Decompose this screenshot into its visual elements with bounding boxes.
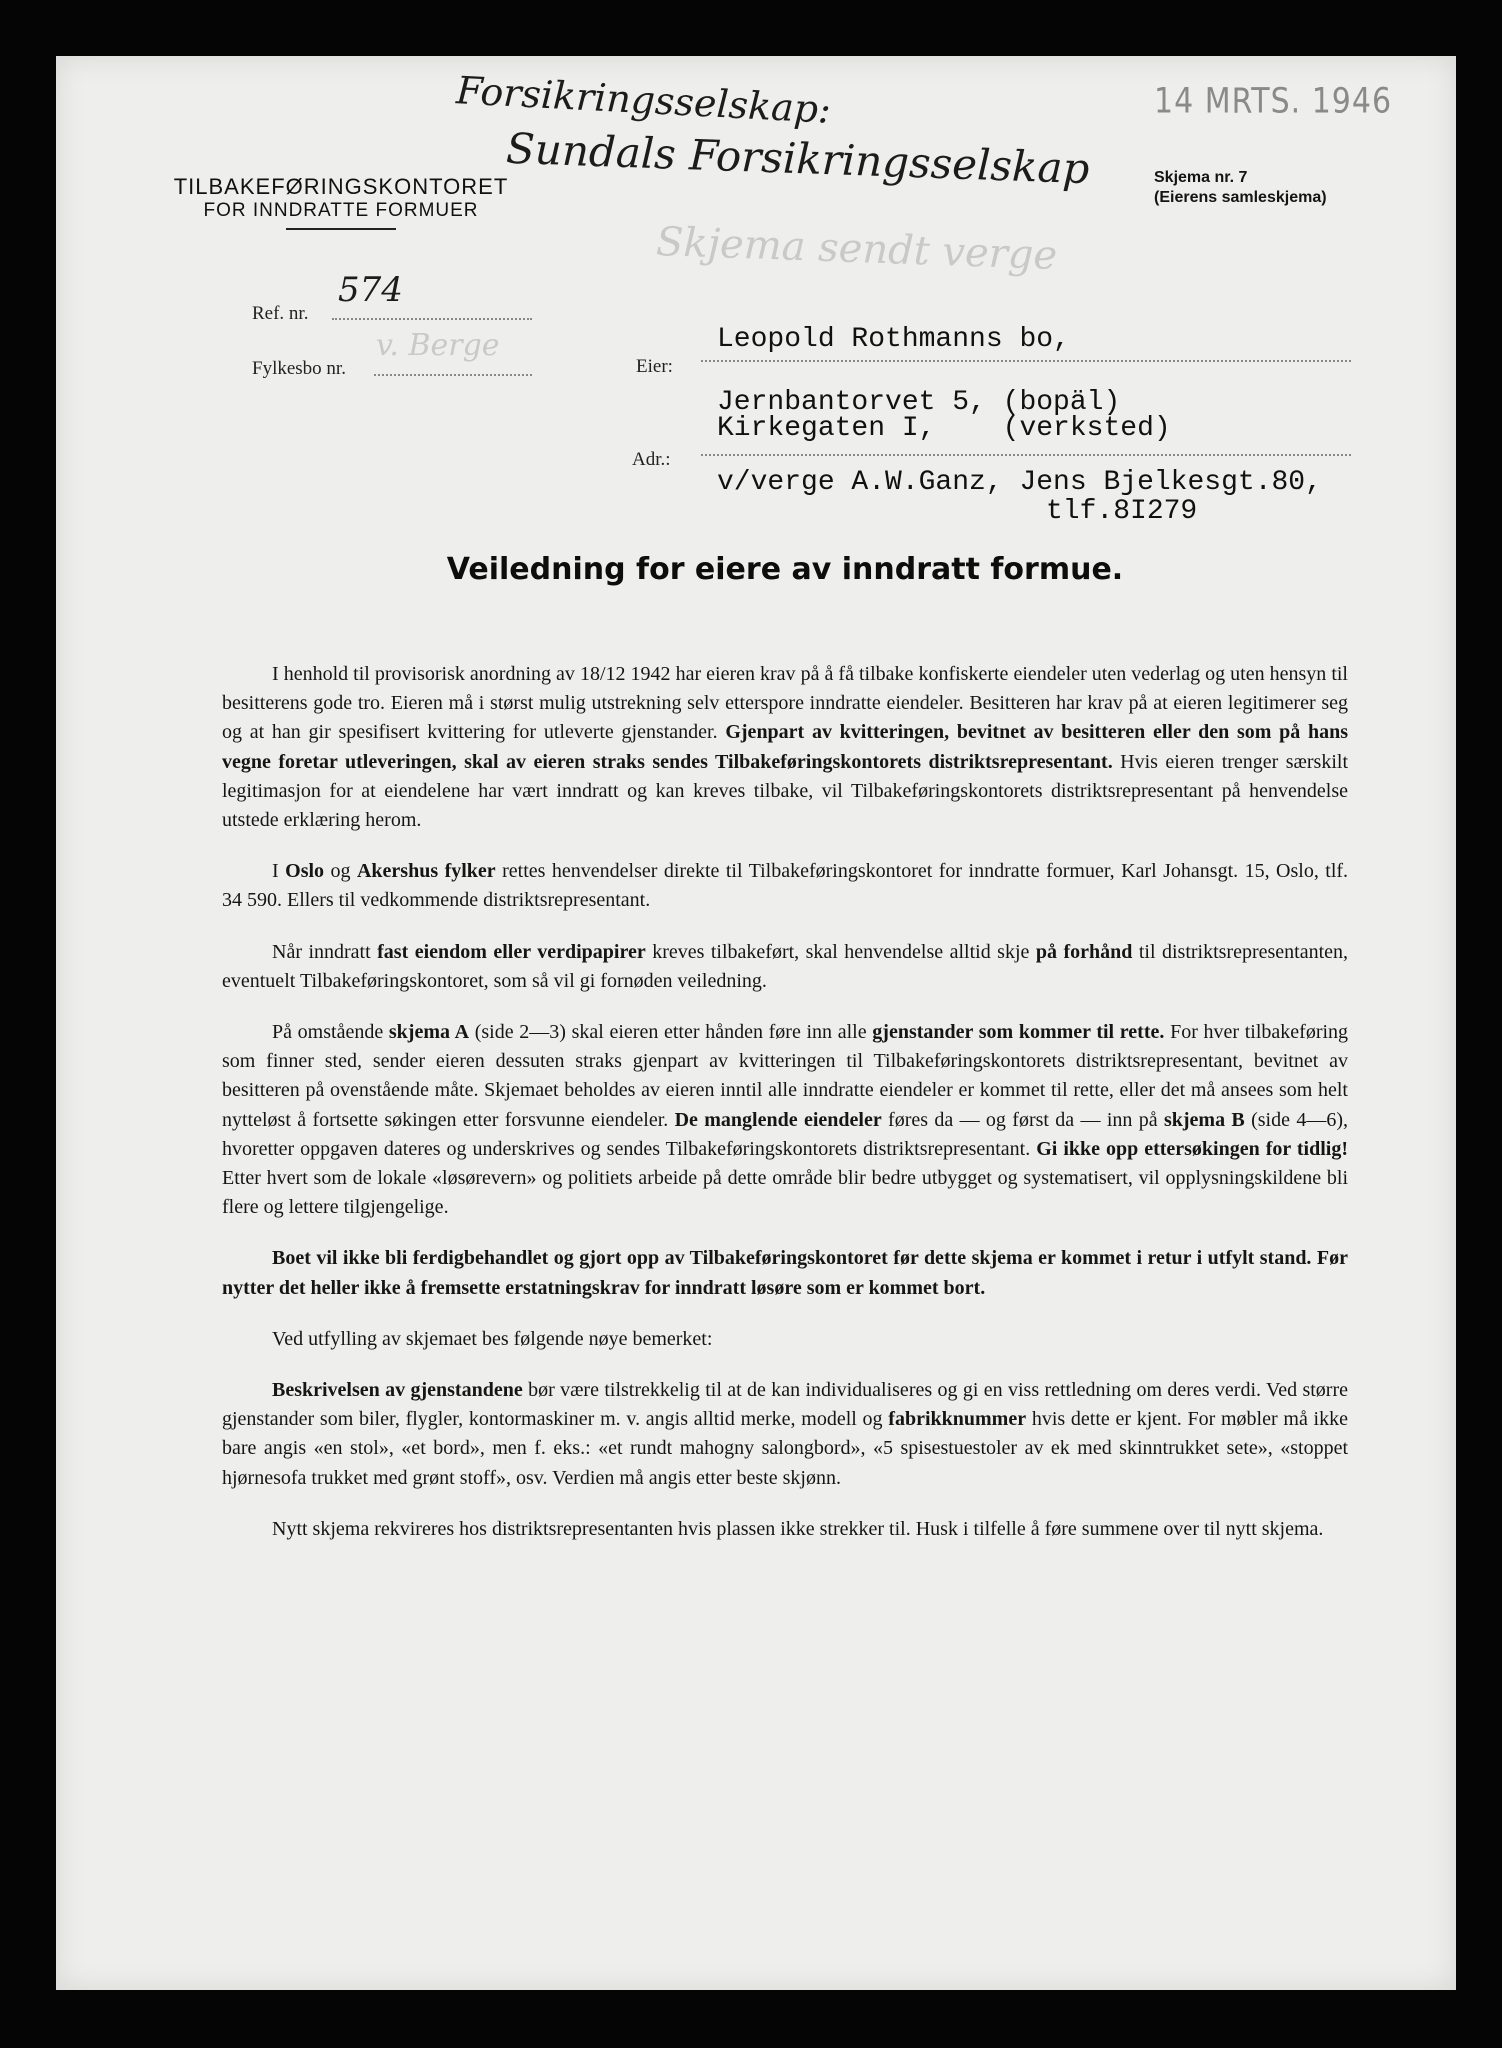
paragraph-7-bold-a: Beskrivelsen av gjenstandene bbox=[272, 1379, 523, 1402]
paragraph-2-bold-oslo: Oslo bbox=[285, 860, 325, 883]
paragraph-3-bold-d: på forhånd bbox=[1035, 940, 1133, 963]
paragraph-8 bbox=[222, 1515, 1348, 1544]
organisation-subtitle: FOR INNDRATTE FORMUER bbox=[203, 200, 479, 221]
paragraph-2-text-c: og bbox=[330, 860, 351, 883]
paragraph-3-text-e: til distriktsrepresentanten, eventuelt Tilbakeføringskontoret, som så vil gi fornøden veiledning. bbox=[222, 940, 1349, 992]
address-label: Adr.: bbox=[632, 449, 671, 470]
owner-dotted-line bbox=[701, 360, 1351, 362]
owner-address-line2: Kirkegaten I, (verksted) bbox=[717, 413, 1171, 444]
paragraph-4-text-i: (side 4—6), hvoretter oppgaven dateres og underskrives og sendes Tilbakeføringskontorets distriktsrepresentant. bbox=[222, 1108, 1348, 1160]
paragraph-4 bbox=[222, 1018, 1348, 1222]
paragraph-1-text-a: I henhold til provisorisk anordning av 18/12 1942 har eieren krav på å få tilbake konfiskerte eiendeler uten vederlag og uten hensyn til besitterens gode tro. Eieren må i størst mulig utstrekning selv etterspore inndratte eiendeler. Besitteren har krav på at eieren legitimerer seg og at han gir spesifisert kvittering for utleverte gjenstander. bbox=[222, 663, 1348, 744]
paragraph-4-bold-h: skjema B bbox=[1163, 1108, 1245, 1131]
ref-number-value: 574 bbox=[338, 270, 403, 310]
paragraph-2 bbox=[222, 857, 1348, 915]
paragraph-7-bold-c: fabrikknummer bbox=[888, 1408, 1027, 1431]
paragraph-1 bbox=[222, 660, 1348, 835]
ref-number-label: Ref. nr. bbox=[252, 303, 309, 324]
paragraph-8-text: Nytt skjema rekvireres hos distriktsrepresentanten hvis plassen ikke strekker til. Husk i tilfelle å føre summene over til nytt skjema. bbox=[272, 1517, 1324, 1540]
organisation-name: TILBAKEFØRINGSKONTORET bbox=[173, 174, 509, 199]
paragraph-7-text-d: hvis dette er kjent. For møbler må ikke bare angis «en stol», «et bord», men f. eks.: «et rundt mahogny salongbord», «5 spisestuestoler av ek med skinntrukket sete», «stoppet hjørnesofa trukket med grønt stoff», osv. Verdien må angis etter beste skjønn. bbox=[222, 1408, 1348, 1489]
paragraph-5 bbox=[222, 1244, 1348, 1302]
header-rule bbox=[286, 228, 396, 230]
paragraph-4-text-g: føres da — og først da — inn på bbox=[888, 1108, 1158, 1131]
fylkesbo-label: Fylkesbo nr. bbox=[252, 358, 346, 379]
owner-phone: tlf.8I279 bbox=[1046, 496, 1198, 527]
paragraph-4-bold-d: gjenstander som kommer til rette. bbox=[872, 1021, 1165, 1044]
address-dotted-line bbox=[701, 454, 1351, 456]
paragraph-4-bold-b: skjema A bbox=[388, 1021, 470, 1044]
paragraph-1-bold: Gjenpart av kvitteringen, bevitnet av besitteren eller den som på hans vegne foretar utleveringen, skal av eieren straks sendes Tilbakeføringskontorets distriktsrepresentant. bbox=[222, 721, 1349, 773]
form-number: Skjema nr. 7 bbox=[1154, 169, 1248, 186]
paragraph-2-text-e: rettes henvendelser direkte til Tilbakeføringskontoret for inndratte formuer, Karl Johansgt. 15, Oslo, tlf. 34 590. Ellers til vedkommende distriktsrepresentant. bbox=[222, 860, 1349, 912]
paragraph-3-text-a: Når inndratt bbox=[272, 940, 371, 963]
paragraph-4-bold-j: Gi ikke opp ettersøkingen for tidlig! bbox=[1036, 1137, 1348, 1160]
form-number-block bbox=[1154, 168, 1327, 208]
paragraph-3 bbox=[222, 938, 1348, 996]
paragraph-1-text-c: Hvis eieren trenger særskilt legitimasjon for at eiendelene har vært inndratt og kan kreves tilbake, vil Tilbakeføringskontorets distriktsrepresentant på henvendelse utstede erklæring herom. bbox=[222, 750, 1349, 832]
owner-address-line3: v/verge A.W.Ganz, Jens Bjelkesgt.80, bbox=[717, 467, 1322, 498]
paragraph-4-bold-f: De manglende eiendeler bbox=[674, 1108, 882, 1131]
paragraph-4-text-e: For hver tilbakeføring som finner sted, sender eieren dessuten straks gjenpart av kvitteringen til Tilbakeføringskontorets distriktsrepresentant, bevitnet av besitteren på ovenstående måte. Skjemaet beholdes av eieren inntil alle inndratte eiendeler er kommet til rette, eller det må ansees som helt nytteløst å fortsette søkingen etter forsvunne eiendeler. bbox=[222, 1021, 1349, 1131]
form-type: (Eierens samleskjema) bbox=[1154, 189, 1327, 206]
owner-name: Leopold Rothmanns bo, bbox=[717, 324, 1070, 355]
paragraph-2-bold-akershus: Akershus fylker bbox=[356, 860, 496, 883]
handwritten-note-line1: Forsikringsselskap: bbox=[455, 68, 832, 132]
paragraph-2-text-a: I bbox=[272, 860, 279, 883]
fylkesbo-line bbox=[374, 374, 532, 376]
instructions-body bbox=[222, 660, 1348, 1566]
paragraph-3-bold-b: fast eiendom eller verdipapirer bbox=[377, 940, 646, 963]
paragraph-3-text-c: kreves tilbakeført, skal henvendelse alltid skje bbox=[652, 940, 1030, 963]
document-title: Veiledning for eiere av inndratt formue. bbox=[446, 552, 1124, 587]
paragraph-6 bbox=[222, 1325, 1348, 1354]
handwritten-note-line2: Sundals Forsikringsselskap bbox=[505, 123, 1091, 194]
document-page bbox=[56, 56, 1456, 1990]
paragraph-4-text-k: Etter hvert som de lokale «løsørevern» og politiets arbeide på dette område blir bedre utbygget og systematisert, vil opplysningskildene bli flere og lettere tilgjengelige. bbox=[222, 1167, 1348, 1219]
paragraph-5-bold: Boet vil ikke bli ferdigbehandlet og gjort opp av Tilbakeføringskontoret før dette skjema er kommet i retur i utfylt stand. Før nytter det heller ikke å fremsette erstatningskrav for inndratt løsøre som er kommet bort. bbox=[222, 1247, 1348, 1299]
paragraph-4-text-a: På omstående bbox=[272, 1021, 384, 1044]
paragraph-6-text: Ved utfylling av skjemaet bes følgende nøye bemerket: bbox=[272, 1327, 713, 1350]
paragraph-4-text-c: (side 2—3) skal eieren etter hånden føre inn alle bbox=[474, 1021, 867, 1044]
paragraph-7-text-b: bør være tilstrekkelig til at de kan individualiseres og gi en viss rettledning om deres verdi. Ved større gjenstander som biler, flygler, kontormaskiner m. v. angis alltid merke, modell og bbox=[222, 1379, 1349, 1431]
fylkesbo-value: v. Berge bbox=[376, 328, 500, 363]
handwritten-faint-note: Skjema sendt verge bbox=[655, 219, 1058, 279]
received-date-stamp: 14 MRTS. 1946 bbox=[1154, 81, 1393, 122]
organisation-header bbox=[166, 174, 516, 230]
owner-label: Eier: bbox=[636, 356, 673, 377]
ref-number-line bbox=[332, 318, 532, 320]
paragraph-7 bbox=[222, 1376, 1348, 1493]
owner-address-line1: Jernbantorvet 5, (bopäl) bbox=[717, 387, 1121, 418]
